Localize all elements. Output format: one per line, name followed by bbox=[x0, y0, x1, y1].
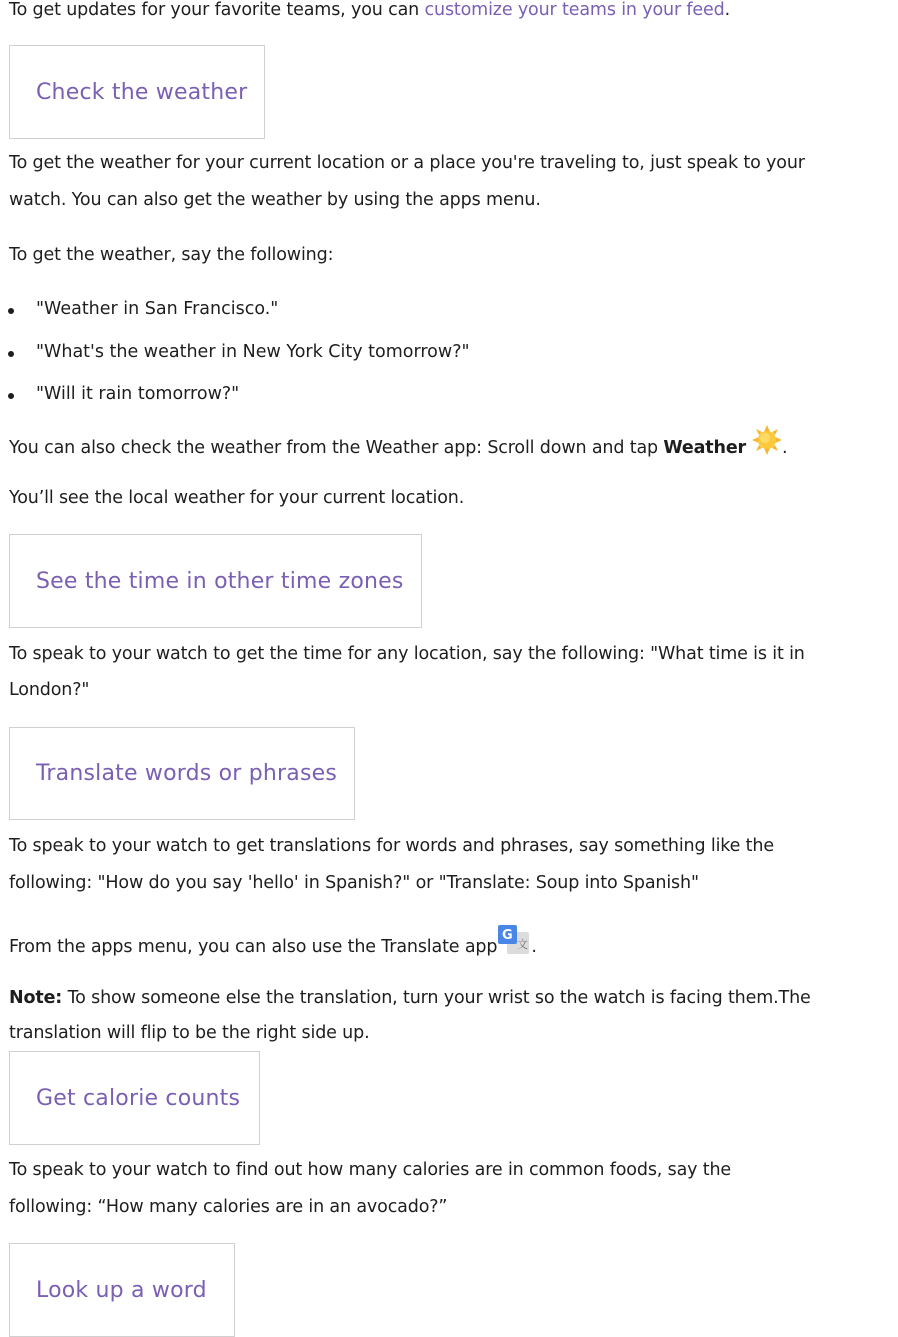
weather-paragraph-line1: To get the weather for your current location or a place you're traveling to, just speak to your bbox=[9, 153, 805, 173]
calories-heading[interactable]: Get calorie counts bbox=[9, 1051, 260, 1145]
svg-text:文: 文 bbox=[517, 938, 529, 951]
customize-teams-link[interactable]: customize your teams in your feed bbox=[424, 0, 725, 20]
translate-app-paragraph bbox=[9, 924, 537, 965]
bullet-icon bbox=[8, 308, 14, 314]
translate-paragraph-line2: following: "How do you say 'hello' in Spanish?" or "Translate: Soup into Spanish" bbox=[9, 873, 699, 893]
timezones-heading[interactable]: See the time in other time zones bbox=[9, 534, 422, 628]
bullet-icon bbox=[8, 351, 14, 357]
calories-paragraph-line2: following: “How many calories are in an avocado?” bbox=[9, 1197, 448, 1217]
weather-app-name: Weather bbox=[663, 438, 747, 458]
note-paragraph-line2: translation will flip to be the right side up. bbox=[9, 1023, 370, 1043]
local-weather-paragraph: You’ll see the local weather for your current location. bbox=[9, 488, 465, 508]
weather-app-paragraph bbox=[9, 425, 787, 466]
translate-app-text: From the apps menu, you can also use the Translate app bbox=[9, 937, 498, 957]
translate-heading[interactable]: Translate words or phrases bbox=[9, 727, 355, 820]
translate-app-suffix: . bbox=[531, 937, 537, 957]
timezones-paragraph-line1: To speak to your watch to get the time for any location, say the following: "What time is it in bbox=[9, 644, 805, 664]
intro-paragraph bbox=[9, 0, 730, 28]
intro-text: To get updates for your favorite teams, you can bbox=[9, 0, 425, 20]
sun-icon bbox=[752, 425, 782, 455]
weather-example-1: "Weather in San Francisco." bbox=[36, 299, 279, 319]
google-translate-icon bbox=[497, 924, 531, 956]
lookup-heading[interactable]: Look up a word bbox=[9, 1243, 235, 1337]
weather-example-3: "Will it rain tomorrow?" bbox=[36, 384, 240, 404]
weather-app-text: You can also check the weather from the Weather app: Scroll down and tap bbox=[9, 438, 664, 458]
intro-suffix: . bbox=[724, 0, 731, 20]
calories-paragraph-line1: To speak to your watch to find out how many calories are in common foods, say the bbox=[9, 1160, 732, 1180]
weather-say-paragraph: To get the weather, say the following: bbox=[9, 245, 334, 265]
weather-heading[interactable]: Check the weather bbox=[9, 45, 265, 139]
timezones-paragraph-line2: London?" bbox=[9, 680, 90, 700]
bullet-icon bbox=[8, 393, 14, 399]
note-label: Note: bbox=[9, 988, 63, 1008]
weather-example-2: "What's the weather in New York City tomorrow?" bbox=[36, 342, 470, 362]
note-text: To show someone else the translation, turn your wrist so the watch is facing them.The bbox=[62, 988, 811, 1008]
weather-app-suffix: . bbox=[782, 438, 788, 458]
translate-paragraph-line1: To speak to your watch to get translations for words and phrases, say something like the bbox=[9, 836, 774, 856]
weather-paragraph-line2: watch. You can also get the weather by using the apps menu. bbox=[9, 190, 541, 210]
note-paragraph-line1 bbox=[9, 980, 811, 1016]
svg-text:G: G bbox=[502, 928, 513, 943]
